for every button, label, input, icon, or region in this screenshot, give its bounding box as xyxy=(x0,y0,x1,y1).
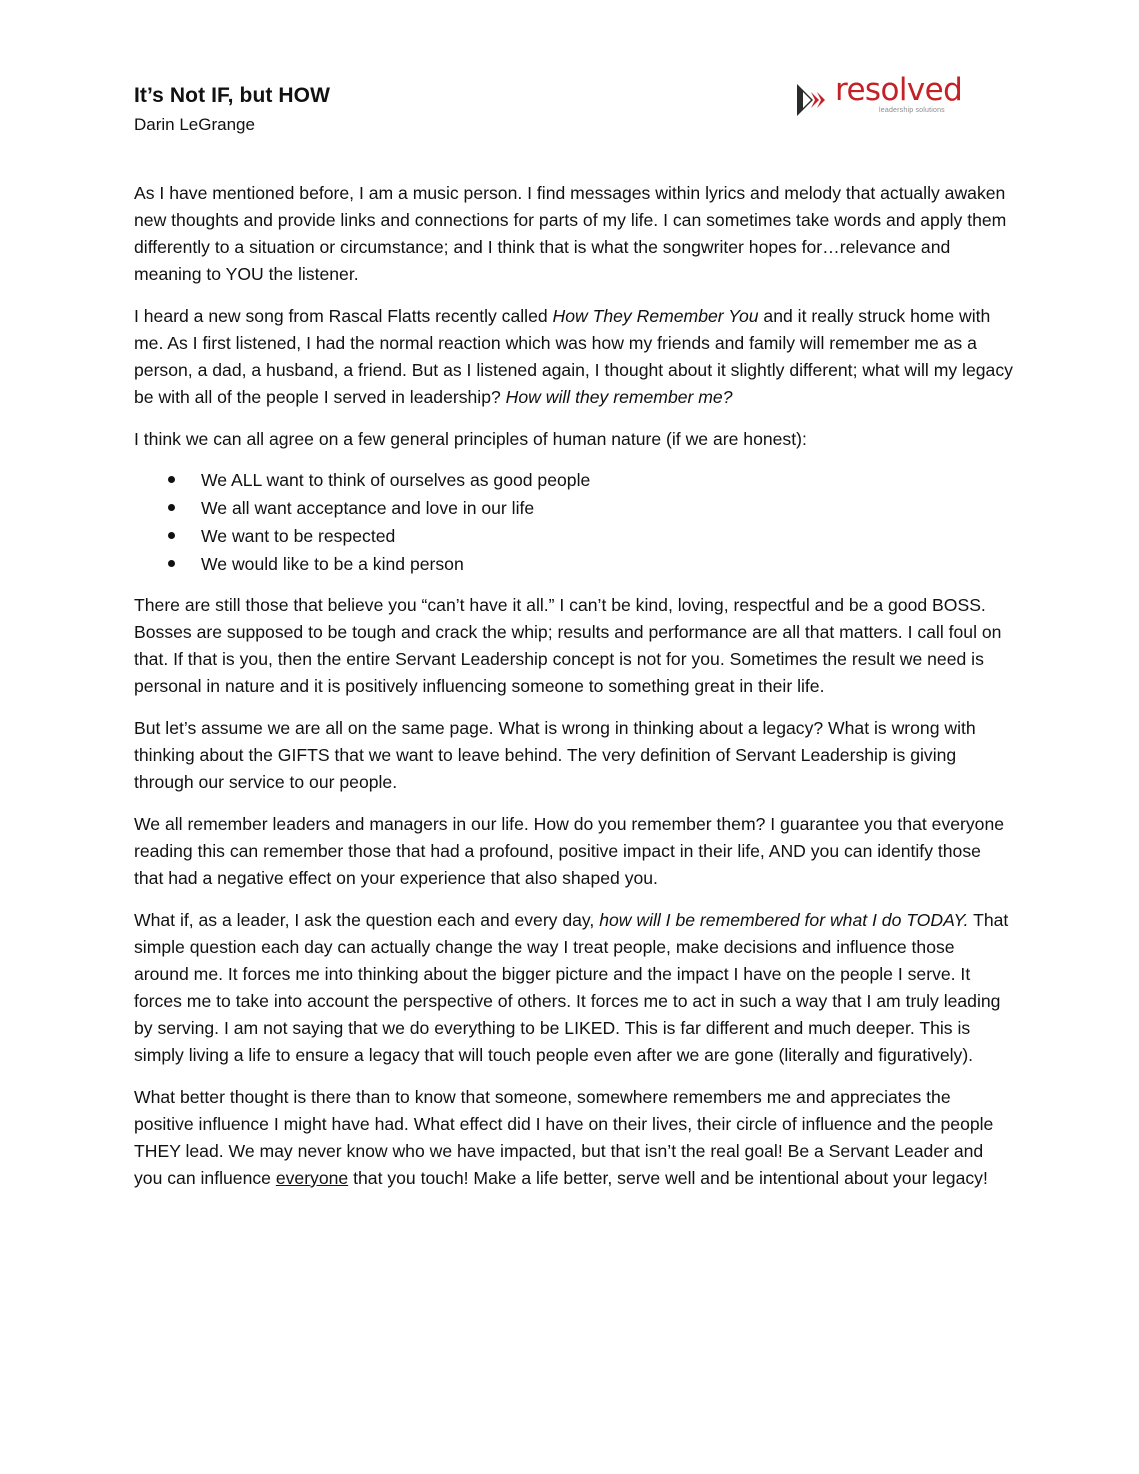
paragraph-4: There are still those that believe you “can’t have it all.” I can’t be kind, loving, respectful and be a good BOSS. Bosses are supposed to be tough and crack the whip; results and performance are all that matters. I call foul on that. If that is you, then the entire Servant Leadership concept is not for you. Sometimes the result we need is personal in nature and it is positively influencing someone to something great in their life. xyxy=(134,595,1002,696)
list-item: We want to be respected xyxy=(134,522,1014,550)
legacy-question: How will they remember me? xyxy=(505,387,733,407)
list-item: We would like to be a kind person xyxy=(134,550,1014,578)
daily-question: how will I be remembered for what I do TODAY. xyxy=(599,910,969,930)
bullet-icon xyxy=(168,476,175,483)
paragraph-1: As I have mentioned before, I am a music person. I find messages within lyrics and melody that actually awaken new thoughts and provide links and connections for parts of my life. I can sometimes take words and apply them differently to a situation or circumstance; and I think that is what the songwriter hopes for…relevance and meaning to YOU the listener. xyxy=(134,183,1007,284)
underlined-word: everyone xyxy=(275,1168,349,1188)
song-title: How They Remember You xyxy=(552,306,759,326)
principles-list xyxy=(134,466,1014,578)
paragraph-3: I think we can all agree on a few general principles of human nature (if we are honest): xyxy=(134,429,807,449)
list-item: We all want acceptance and love in our life xyxy=(134,494,1014,522)
paragraph-5: But let’s assume we are all on the same page. What is wrong in thinking about a legacy? What is wrong with thinking about the GIFTS that we want to leave behind. The very definition of Servant Leadership is giving through our service to our people. xyxy=(134,718,976,792)
list-item: We ALL want to think of ourselves as good people xyxy=(134,466,1014,494)
paragraph-7: What if, as a leader, I ask the question each and every day, how will I be remembered for what I do TODAY. That simple question each day can actually change the way I treat people, make decisions and influence those around me. It forces me into thinking about the bigger picture and the impact I have on the people I serve. It forces me to take into account the perspective of others. It forces me to act in such a way that I am truly leading by serving. I am not saying that we do everything to be LIKED. This is far different and much deeper. This is simply living a life to ensure a legacy that will touch people even after we are gone (literally and figuratively). xyxy=(134,910,1009,1065)
author-name: Darin LeGrange xyxy=(134,115,255,134)
paragraph-2: I heard a new song from Rascal Flatts recently called How They Remember You and it really struck home with me. As I first listened, I had the normal reaction which was how my friends and family will remember me as a person, a dad, a husband, a friend. But as I listened again, I thought about it slightly different; what will my legacy be with all of the people I served in leadership? How will they remember me? xyxy=(134,306,1013,407)
company-logo xyxy=(793,72,963,120)
paragraph-8: What better thought is there than to know that someone, somewhere remembers me and appreciates the positive influence I might have had. What effect did I have on their lives, their circle of influence and the people THEY lead. We may never know who we have impacted, but that isn’t the real goal! Be a Servant Leader and you can influence everyone that you touch! Make a life better, serve well and be intentional about your legacy! xyxy=(134,1087,994,1188)
paragraph-6: We all remember leaders and managers in our life. How do you remember them? I guarantee you that everyone reading this can remember those that had a profound, positive impact in their life, AND you can identify those that had a negative effect on your experience that also shaped you. xyxy=(134,814,1005,888)
document-title: It’s Not IF, but HOW xyxy=(134,84,331,107)
article-body xyxy=(134,180,1014,1207)
bullet-icon xyxy=(168,504,175,511)
logo-mark-icon xyxy=(793,82,831,118)
bullet-icon xyxy=(168,560,175,567)
logo-tagline: leadership solutions xyxy=(879,107,945,114)
bullet-icon xyxy=(168,532,175,539)
logo-wordmark: resolved xyxy=(835,72,963,108)
